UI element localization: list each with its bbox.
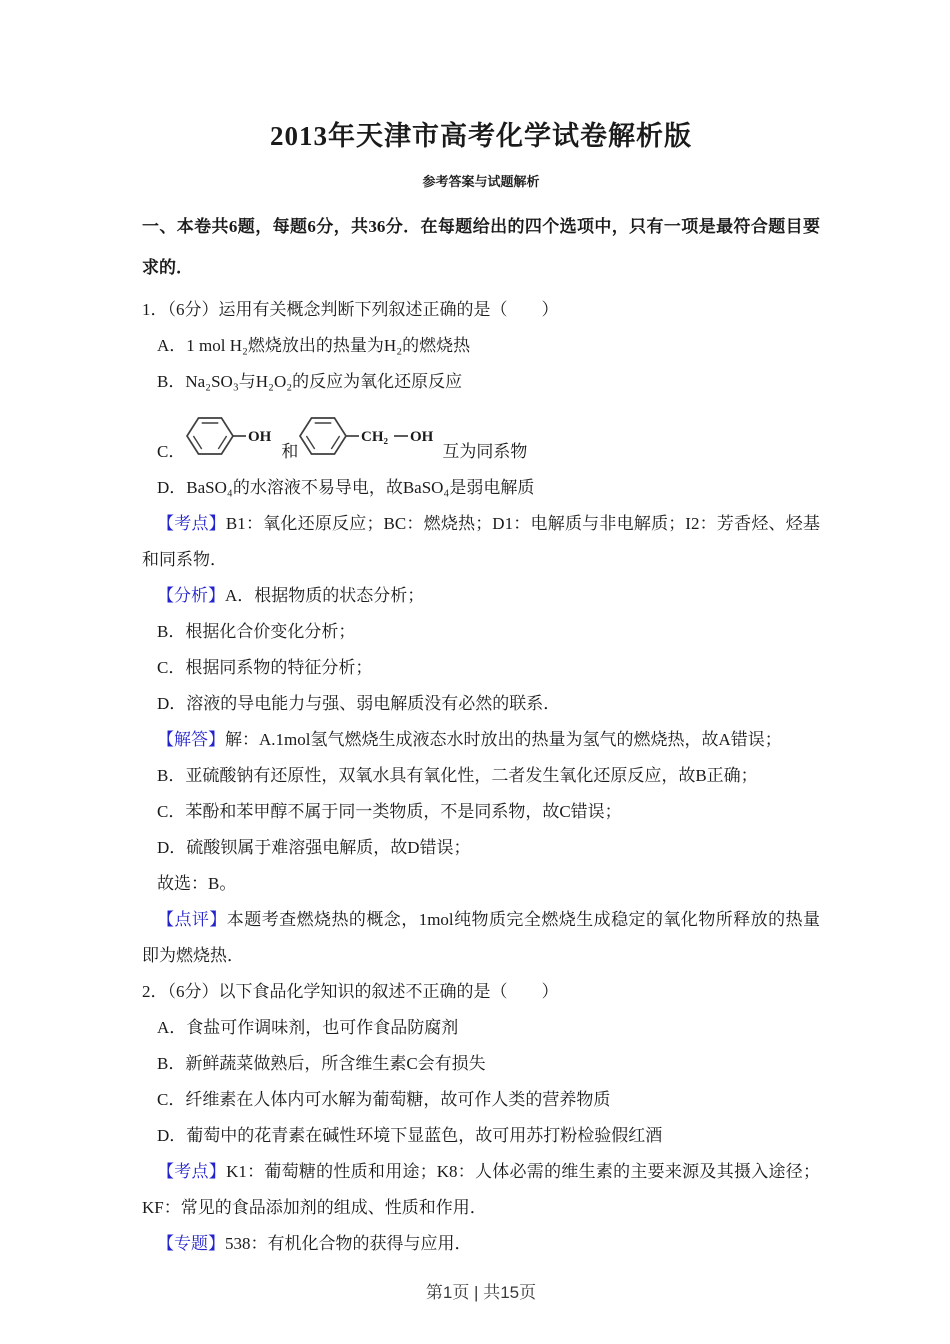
question-2-option-d: D．葡萄中的花青素在碱性环境下显蓝色，故可用苏打粉检验假红酒 [157, 1126, 663, 1145]
analysis-text: A．根据物质的状态分析； [225, 586, 425, 605]
analysis-label: 【分析】 [157, 586, 225, 605]
exam-point-text: K1：葡萄糖的性质和用途；K8：人体必需的维生素的主要来源及其摄入途径；KF：常见的食品添加剂的组成、性质和作用． [142, 1162, 821, 1217]
topic-text: 538：有机化合物的获得与应用． [225, 1234, 472, 1253]
question-2-option-a: A．食盐可作调味剂，也可作食品防腐剂 [157, 1018, 459, 1037]
option-c-conjunction: 和 [281, 442, 299, 461]
answer-text: 解：A.1mol氢气燃烧生成液态水时放出的热量为氢气的燃烧热，故A错误； [225, 730, 782, 749]
exam-point-label: 【考点】 [157, 514, 226, 533]
option-c-prefix: C． [157, 442, 186, 461]
question-1-option-d: D．BaSO₄的水溶液不易导电，故BaSO₄是弱电解质 [157, 478, 535, 497]
substituent-label: OH [410, 429, 434, 445]
page-subtitle: 参考答案与试题解析 [422, 174, 540, 189]
page-footer [142, 1278, 820, 1303]
question-1-analysis [142, 578, 820, 614]
question-1-comment [142, 902, 820, 974]
substituent-label: CH₂ [361, 429, 389, 445]
document-content [142, 0, 820, 1303]
question-1-answer-b: B．亚硫酸钠有还原性，双氧水具有氧化性，二者发生氧化还原反应，故B正确； [157, 766, 758, 785]
question-2-topic [142, 1226, 820, 1262]
question-1-option-a: A．1 mol H₂燃烧放出的热量为H₂的燃烧热 [157, 336, 471, 355]
question-1-stem: 1．（6分）运用有关概念判断下列叙述正确的是（ ） [142, 300, 559, 319]
question-2-option-c: C．纤维素在人体内可水解为葡萄糖，故可作人类的营养物质 [157, 1090, 611, 1109]
question-1-exam-point [142, 506, 820, 578]
substituent-label: OH [248, 429, 272, 445]
question-1-answer-c: C．苯酚和苯甲醇不属于同一类物质，不是同系物，故C错误； [157, 802, 622, 821]
comment-label: 【点评】 [157, 910, 227, 929]
benzyl-alcohol-structure-icon [299, 412, 441, 466]
benzene-ring-icon [300, 418, 346, 454]
question-1-answer-choice: 故选：B。 [157, 874, 237, 893]
page-number: 第1页 | 共15页 [425, 1283, 537, 1302]
question-1-option-c [142, 404, 820, 464]
question-1-analysis-b: B．根据化合价变化分析； [157, 622, 356, 641]
answer-label: 【解答】 [157, 730, 225, 749]
exam-point-label: 【考点】 [157, 1162, 227, 1181]
benzene-ring-icon [187, 418, 233, 454]
question-2-exam-point [142, 1154, 820, 1226]
option-c-suffix: 互为同系物 [442, 442, 528, 461]
exam-point-text: B1：氧化还原反应；BC：燃烧热；D1：电解质与非电解质；I2：芳香烃、烃基和同系物． [142, 514, 821, 569]
section-header: 一、本卷共6题，每题6分，共36分．在每题给出的四个选项中，只有一项是最符合题目要求的． [142, 217, 820, 277]
page-title: 2013年天津市高考化学试卷解析版 [270, 121, 692, 151]
question-1-option-b: B．Na₂SO₃与H₂O₂的反应为氧化还原反应 [157, 372, 463, 391]
question-2-option-b: B．新鲜蔬菜做熟后，所含维生素C会有损失 [157, 1054, 486, 1073]
question-1-answer-d: D．硫酸钡属于难溶强电解质，故D错误； [157, 838, 471, 857]
comment-text: 本题考查燃烧热的概念，1mol纯物质完全燃烧生成稳定的氧化物所释放的热量即为燃烧热． [142, 910, 821, 965]
question-2-stem: 2．（6分）以下食品化学知识的叙述不正确的是（ ） [142, 982, 559, 1001]
question-1-answer [142, 722, 820, 758]
phenol-structure-icon [186, 412, 280, 466]
topic-label: 【专题】 [157, 1234, 225, 1253]
question-1-analysis-c: C．根据同系物的特征分析； [157, 658, 373, 677]
question-1-analysis-d: D．溶液的导电能力与强、弱电解质没有必然的联系． [157, 694, 561, 713]
